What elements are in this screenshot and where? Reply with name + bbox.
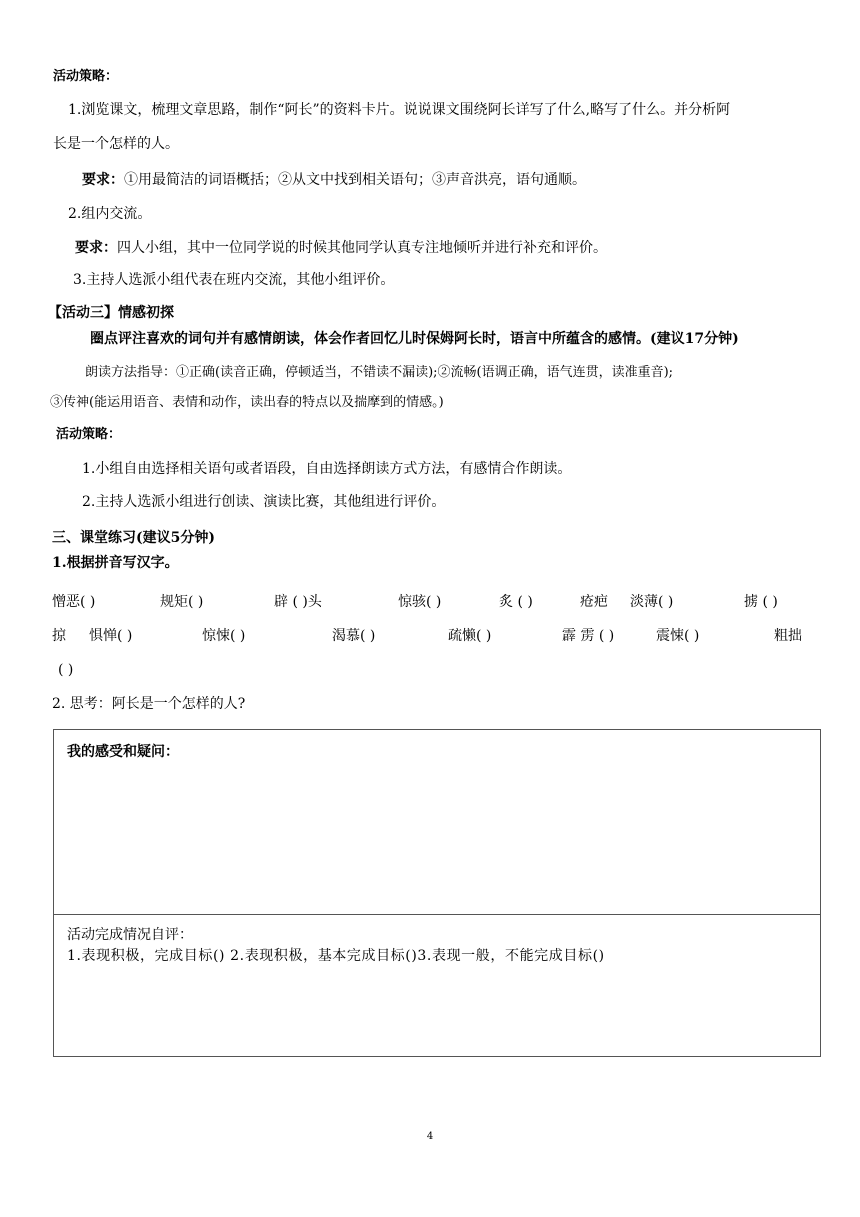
- strategy-step-3: 3.主持人选派小组代表在班内交流，其他小组评价。: [73, 272, 395, 288]
- strategy2-step-2: 2.主持人选派小组进行创读、演读比赛，其他组进行评价。: [82, 494, 446, 510]
- activity-three-instruction: 圈点评注喜欢的词句并有感情朗读，体会作者回忆儿时保姆阿长时，语言中所蕴含的感情。(建议17分钟): [90, 331, 739, 347]
- reading-method-line-1: 朗读方法指导：①正确(读音正确，停顿适当，不错读不漏读);②流畅(语调正确，语气连贯，读准重音);: [85, 365, 674, 380]
- reading-method-line-2: ③传神(能运用语音、表情和动作，读出春的特点以及揣摩到的情感。): [50, 395, 444, 410]
- pinyin-item: 惊悚( ): [202, 628, 246, 644]
- pinyin-row-3: ( ): [58, 662, 74, 678]
- strategy-heading: 活动策略：: [53, 69, 119, 84]
- pinyin-item: 粗拙: [774, 628, 802, 644]
- pinyin-item: 淡薄( ): [630, 594, 674, 610]
- pinyin-item: 掳 ( ): [744, 594, 778, 610]
- strategy-step-1-cont: 长是一个怎样的人。: [53, 136, 179, 152]
- pinyin-item: 掠: [52, 628, 66, 644]
- requirement-text: 四人小组，其中一位同学说的时候其他同学认真专注地倾听并进行补充和评价。: [117, 240, 607, 256]
- strategy-step-1: 1.浏览课文，梳理文章思路，制作“阿长”的资料卡片。说说课文围绕阿长详写了什么,略写了什么。并分析阿: [68, 102, 731, 118]
- strategy2-step-1: 1.小组自由选择相关语句或者语段，自由选择朗读方式方法，有感情合作朗读。: [82, 461, 572, 477]
- pinyin-item: 疮疤: [580, 594, 608, 610]
- pinyin-item: 炙 ( ): [499, 594, 533, 610]
- feelings-label: 我的感受和疑问：: [67, 744, 179, 760]
- pinyin-item: 霹 雳 ( ): [562, 628, 615, 644]
- pinyin-item: 规矩( ): [160, 594, 204, 610]
- requirement-1: [82, 173, 586, 187]
- pinyin-item: 辟 ( )头: [274, 594, 322, 610]
- strategy-heading-2: 活动策略：: [56, 427, 122, 442]
- strategy-step-2: 2.组内交流。: [68, 206, 152, 222]
- requirement-label: 要求：: [75, 240, 117, 256]
- pinyin-item: 疏懒( ): [448, 628, 492, 644]
- requirement-label: 要求：: [82, 172, 124, 188]
- pinyin-row-2: [52, 629, 822, 645]
- requirement-2: [75, 241, 607, 255]
- practice-title: 三、课堂练习(建议5分钟): [52, 530, 215, 546]
- page-number: 4: [426, 1131, 434, 1142]
- practice-q2: 2. 思考：阿长是一个怎样的人?: [52, 696, 246, 712]
- pinyin-item: 惧惮( ): [89, 628, 133, 644]
- pinyin-item: 渴慕( ): [332, 628, 376, 644]
- pinyin-row-1: [52, 595, 822, 611]
- box-divider: [54, 914, 820, 915]
- pinyin-item: 震悚( ): [656, 628, 700, 644]
- activity-three-title: 【活动三】情感初探: [48, 305, 174, 321]
- self-eval-label: 活动完成情况自评：: [67, 927, 193, 943]
- practice-q1: 1.根据拼音写汉字。: [52, 555, 179, 571]
- self-eval-options: 1.表现积极，完成目标() 2.表现积极，基本完成目标()3.表现一般，不能完成目标(): [67, 948, 605, 964]
- requirement-text: ①用最简洁的词语概括；②从文中找到相关语句；③声音洪亮，语句通顺。: [124, 172, 586, 188]
- pinyin-item: 憎恶( ): [52, 594, 96, 610]
- pinyin-item: 惊骇( ): [398, 594, 442, 610]
- answer-box: [53, 729, 821, 1057]
